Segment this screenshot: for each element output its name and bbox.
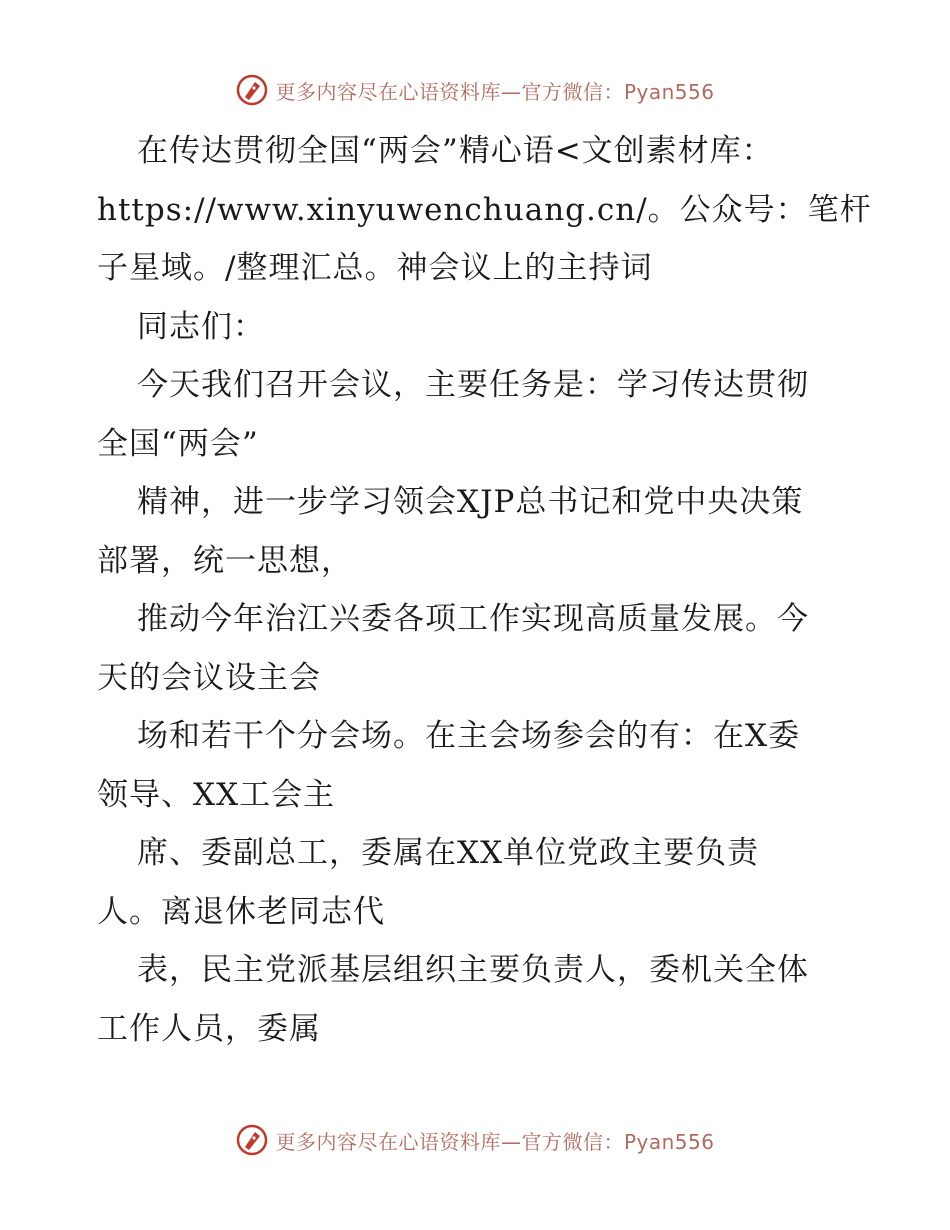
footer-banner-text: 更多内容尽在心语资料库—官方微信：Pyan556 <box>275 1129 715 1154</box>
text-line: 席、委副总工，委属在XX单位党政主要负责 <box>137 835 760 871</box>
text-line: 部署，统一思想， <box>97 542 353 579</box>
salutation-line: 同志们： <box>137 308 265 345</box>
pen-nib-circle-icon <box>235 73 269 107</box>
text-line: 子星域。/整理汇总。神会议上的主持词 <box>97 250 653 286</box>
text-line: https://www.xinyuwenchuang.cn/。公众号：笔杆 <box>97 191 872 228</box>
text-line: 场和若干个分会场。在主会场参会的有：在X委 <box>137 718 801 754</box>
text-line: 表，民主党派基层组织主要负责人，委机关全体 <box>137 952 809 988</box>
header-banner <box>0 70 950 110</box>
text-line: 在传达贯彻全国“两会”精心语<文创素材库： <box>137 133 774 169</box>
text-line: 推动今年治江兴委各项工作实现高质量发展。今 <box>137 601 809 637</box>
text-line: 人。离退休老同志代 <box>97 893 385 930</box>
text-line: 领导、XX工会主 <box>97 776 336 813</box>
document-body <box>97 122 872 1058</box>
text-line: 全国“两会” <box>97 425 259 462</box>
text-line: 今天我们召开会议，主要任务是：学习传达贯彻 <box>137 367 809 403</box>
header-banner-text: 更多内容尽在心语资料库—官方微信：Pyan556 <box>275 79 715 104</box>
footer-banner <box>0 1120 950 1160</box>
text-line: 精神，进一步学习领会XJP总书记和党中央决策 <box>137 484 804 520</box>
pen-nib-circle-icon <box>235 1123 269 1157</box>
text-line: 工作人员，委属 <box>97 1010 321 1047</box>
text-line: 天的会议设主会 <box>97 659 321 696</box>
